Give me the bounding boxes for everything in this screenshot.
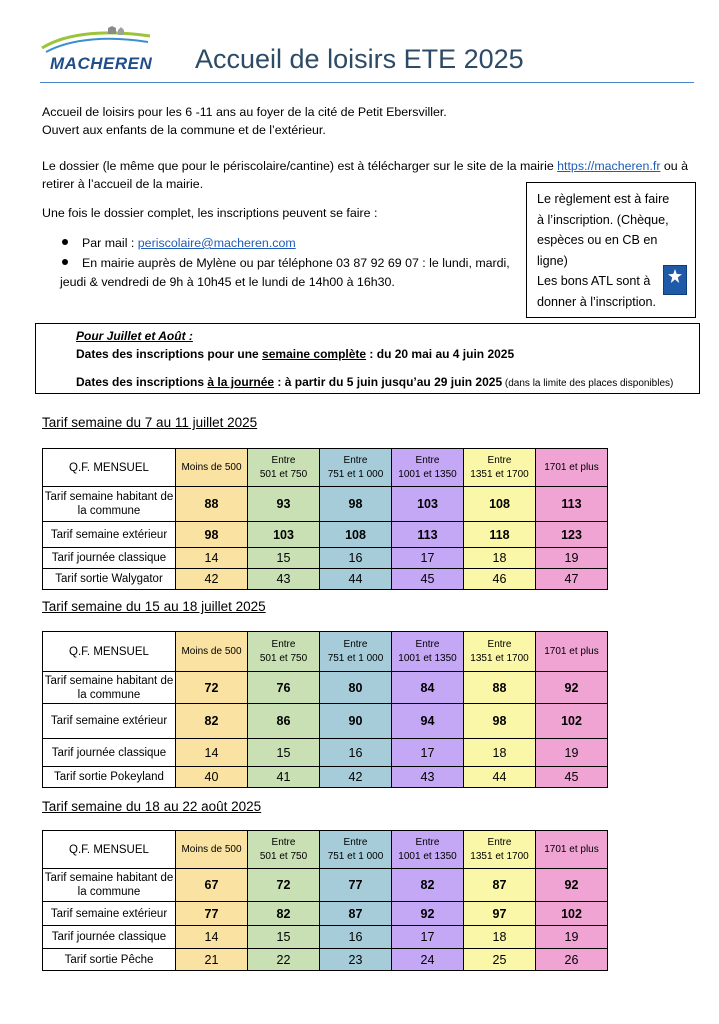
table-row [43, 704, 608, 739]
table-cell: 18 [464, 926, 536, 949]
table-cell: 90 [320, 704, 392, 739]
header-range: 501 et 750 [259, 652, 308, 664]
header-range: 1351 et 1700 [470, 652, 529, 664]
row-label: Tarif semaine habitant de la commune [43, 672, 176, 704]
header-entre: Entre [415, 836, 440, 848]
table-cell: 77 [176, 902, 248, 926]
row-label: Tarif semaine extérieur [43, 704, 176, 739]
header-bracket-3 [320, 831, 392, 869]
table-cell: 14 [176, 739, 248, 767]
intro-line-1: Accueil de loisirs pour les 6 -11 ans au foyer de la cité de Petit Ebersviller. [42, 105, 447, 119]
table-cell: 87 [464, 869, 536, 902]
table-cell: 98 [464, 704, 536, 739]
qf-header: Q.F. MENSUEL [43, 449, 176, 487]
table-cell: 17 [392, 926, 464, 949]
qf-header: Q.F. MENSUEL [43, 632, 176, 672]
table-cell: 47 [536, 569, 608, 590]
table-cell: 92 [392, 902, 464, 926]
table-cell: 108 [320, 522, 392, 548]
table-row [43, 767, 608, 788]
table-cell: 18 [464, 548, 536, 569]
header-entre: Entre [415, 638, 440, 650]
table-cell: 46 [464, 569, 536, 590]
table-cell: 72 [176, 672, 248, 704]
table-cell: 24 [392, 949, 464, 971]
row-label: Tarif journée classique [43, 548, 176, 569]
table-cell: 17 [392, 548, 464, 569]
table-cell: 22 [248, 949, 320, 971]
table-cell: 108 [464, 487, 536, 522]
qf-header: Q.F. MENSUEL [43, 831, 176, 869]
table-cell: 44 [320, 569, 392, 590]
bullet-icon [62, 239, 68, 245]
table-row [43, 672, 608, 704]
header-bracket-6: 1701 et plus [536, 831, 608, 869]
table-cell: 87 [320, 902, 392, 926]
table-cell: 93 [248, 487, 320, 522]
header-bracket-6: 1701 et plus [536, 449, 608, 487]
header-entre: Entre [343, 638, 368, 650]
header-entre: Entre [343, 836, 368, 848]
header-range: 751 et 1 000 [327, 850, 384, 862]
table-cell: 25 [464, 949, 536, 971]
logo-text: MACHEREN [50, 54, 153, 73]
row-label: Tarif semaine extérieur [43, 522, 176, 548]
table-cell: 15 [248, 739, 320, 767]
table-header-row [43, 449, 608, 487]
header-bracket-5 [464, 831, 536, 869]
header-range: 1001 et 1350 [398, 850, 457, 862]
table-cell: 19 [536, 926, 608, 949]
table-row [43, 949, 608, 971]
table-cell: 86 [248, 704, 320, 739]
header-entre: Entre [487, 638, 512, 650]
header-range: 1001 et 1350 [398, 468, 457, 480]
row-label: Tarif semaine extérieur [43, 902, 176, 926]
row-label: Tarif semaine habitant de la commune [43, 869, 176, 902]
row-label: Tarif journée classique [43, 926, 176, 949]
header-bracket-5 [464, 632, 536, 672]
bullet-mairie-text-2: jeudi & vendredi de 9h à 10h45 et le lundi de 14h00 à 16h30. [60, 275, 395, 289]
title-divider [40, 82, 694, 83]
header-range: 1001 et 1350 [398, 652, 457, 664]
table-cell: 82 [392, 869, 464, 902]
table-cell: 80 [320, 672, 392, 704]
payment-line-2: à l’inscription. (Chèque, [537, 212, 669, 227]
registration-dates-box [35, 323, 700, 394]
table-cell: 88 [464, 672, 536, 704]
header-entre: Entre [343, 454, 368, 466]
row-label: Tarif sortie Pokeyland [43, 767, 176, 788]
table-header-row [43, 632, 608, 672]
table-cell: 40 [176, 767, 248, 788]
inscriptions-intro: Une fois le dossier complet, les inscriptions peuvent se faire : [42, 206, 378, 220]
header-entre: Entre [271, 836, 296, 848]
table-cell: 77 [320, 869, 392, 902]
table-cell: 72 [248, 869, 320, 902]
header-bracket-4 [392, 632, 464, 672]
table-cell: 26 [536, 949, 608, 971]
bullet-mairie [62, 254, 510, 272]
caf-logo-icon [663, 265, 687, 295]
bullet-mail [62, 234, 296, 252]
table-3-title: Tarif semaine du 18 au 22 août 2025 [42, 799, 262, 814]
day-pre: Dates des inscriptions [76, 375, 208, 389]
header-range: 751 et 1 000 [327, 468, 384, 480]
table-cell: 21 [176, 949, 248, 971]
header-bracket-4 [392, 449, 464, 487]
header-bracket-2 [248, 831, 320, 869]
intro-line-2: Ouvert aux enfants de la commune et de l’extérieur. [42, 123, 326, 137]
header-bracket-1: Moins de 500 [176, 632, 248, 672]
header-range: 501 et 750 [259, 850, 308, 862]
table-row [43, 926, 608, 949]
table-cell: 41 [248, 767, 320, 788]
registration-week [76, 345, 699, 363]
tariff-table-2 [42, 631, 608, 788]
bullet-mail-label: Par mail : [82, 236, 138, 250]
row-label: Tarif semaine habitant de la commune [43, 487, 176, 522]
table-cell: 76 [248, 672, 320, 704]
table-cell: 23 [320, 949, 392, 971]
table-cell: 42 [320, 767, 392, 788]
tariff-table-3 [42, 830, 608, 971]
table-cell: 103 [248, 522, 320, 548]
table-cell: 67 [176, 869, 248, 902]
header-entre: Entre [487, 836, 512, 848]
table-row [43, 548, 608, 569]
header-bracket-3 [320, 449, 392, 487]
week-underlined: semaine complète [262, 347, 367, 361]
header-range: 751 et 1 000 [327, 652, 384, 664]
header-entre: Entre [271, 638, 296, 650]
table-cell: 92 [536, 672, 608, 704]
header-bracket-2 [248, 632, 320, 672]
dossier-line-2: retirer à l’accueil de la mairie. [42, 177, 204, 191]
table-cell: 88 [176, 487, 248, 522]
table-cell: 84 [392, 672, 464, 704]
table-cell: 92 [536, 869, 608, 902]
day-note: (dans la limite des places disponibles) [502, 378, 674, 389]
table-row [43, 869, 608, 902]
table-cell: 98 [176, 522, 248, 548]
payment-info-box [526, 182, 696, 318]
day-underlined: à la journée [207, 375, 275, 389]
payment-line-6: donner à l’inscription. [537, 294, 657, 309]
table-cell: 15 [248, 548, 320, 569]
payment-line-4: ligne) [537, 253, 568, 268]
payment-line-5: Les bons ATL sont à [537, 274, 651, 288]
header-entre: Entre [487, 454, 512, 466]
email-link[interactable]: periscolaire@macheren.com [137, 236, 296, 250]
row-label: Tarif sortie Pêche [43, 949, 176, 971]
tariff-table-1 [42, 448, 608, 590]
header-range: 1351 et 1700 [470, 850, 529, 862]
table-cell: 15 [248, 926, 320, 949]
payment-line-3: espèces ou en CB en [537, 233, 658, 247]
table-cell: 14 [176, 548, 248, 569]
table-cell: 14 [176, 926, 248, 949]
table-cell: 82 [248, 902, 320, 926]
table-cell: 103 [392, 487, 464, 522]
week-pre: Dates des inscriptions pour une [76, 347, 263, 361]
table-cell: 113 [536, 487, 608, 522]
header-entre: Entre [271, 454, 296, 466]
table-1-title: Tarif semaine du 7 au 11 juillet 2025 [42, 415, 258, 430]
header-bracket-1: Moins de 500 [176, 449, 248, 487]
table-cell: 82 [176, 704, 248, 739]
table-cell: 16 [320, 926, 392, 949]
header-bracket-4 [392, 831, 464, 869]
table-row [43, 902, 608, 926]
table-cell: 16 [320, 548, 392, 569]
table-cell: 123 [536, 522, 608, 548]
table-cell: 97 [464, 902, 536, 926]
header-range: 501 et 750 [259, 468, 308, 480]
table-cell: 16 [320, 739, 392, 767]
table-cell: 94 [392, 704, 464, 739]
row-label: Tarif journée classique [43, 739, 176, 767]
table-cell: 102 [536, 902, 608, 926]
header-bracket-1: Moins de 500 [176, 831, 248, 869]
table-cell: 17 [392, 739, 464, 767]
table-row [43, 522, 608, 548]
header-entre: Entre [415, 454, 440, 466]
table-row [43, 739, 608, 767]
table-cell: 113 [392, 522, 464, 548]
row-label: Tarif sortie Walygator [43, 569, 176, 590]
table-2-title: Tarif semaine du 15 au 18 juillet 2025 [42, 599, 266, 614]
page-title: Accueil de loisirs ETE 2025 [195, 44, 524, 74]
macheren-logo [38, 26, 154, 78]
header-bracket-5 [464, 449, 536, 487]
dossier-text-end: ou à [660, 159, 689, 173]
registration-day [76, 373, 699, 393]
dossier-text: Le dossier (le même que pour le périscolaire/cantine) est à télécharger sur le site de la mairie [42, 159, 558, 173]
table-cell: 42 [176, 569, 248, 590]
bullet-mairie-text: En mairie auprès de Mylène ou par téléphone 03 87 92 69 07 : le lundi, mardi, [82, 256, 510, 270]
table-cell: 18 [464, 739, 536, 767]
table-cell: 19 [536, 739, 608, 767]
header-bracket-6: 1701 et plus [536, 632, 608, 672]
table-cell: 118 [464, 522, 536, 548]
table-cell: 45 [536, 767, 608, 788]
week-post: : du 20 mai au 4 juin 2025 [366, 347, 515, 361]
header-bracket-2 [248, 449, 320, 487]
table-cell: 98 [320, 487, 392, 522]
table-cell: 44 [464, 767, 536, 788]
header-bracket-3 [320, 632, 392, 672]
table-header-row [43, 831, 608, 869]
mairie-website-link[interactable]: https://macheren.fr [557, 159, 661, 173]
header-range: 1351 et 1700 [470, 468, 529, 480]
registration-heading: Pour Juillet et Août : [76, 329, 193, 343]
table-row [43, 487, 608, 522]
bullet-icon [62, 259, 68, 265]
table-cell: 102 [536, 704, 608, 739]
dossier-line [42, 157, 688, 175]
day-post: : à partir du 5 juin jusqu’au 29 juin 2025 [274, 375, 503, 389]
payment-line-1: Le règlement est à faire [537, 192, 670, 206]
table-row [43, 569, 608, 590]
table-cell: 19 [536, 548, 608, 569]
table-cell: 45 [392, 569, 464, 590]
table-cell: 43 [392, 767, 464, 788]
table-cell: 43 [248, 569, 320, 590]
